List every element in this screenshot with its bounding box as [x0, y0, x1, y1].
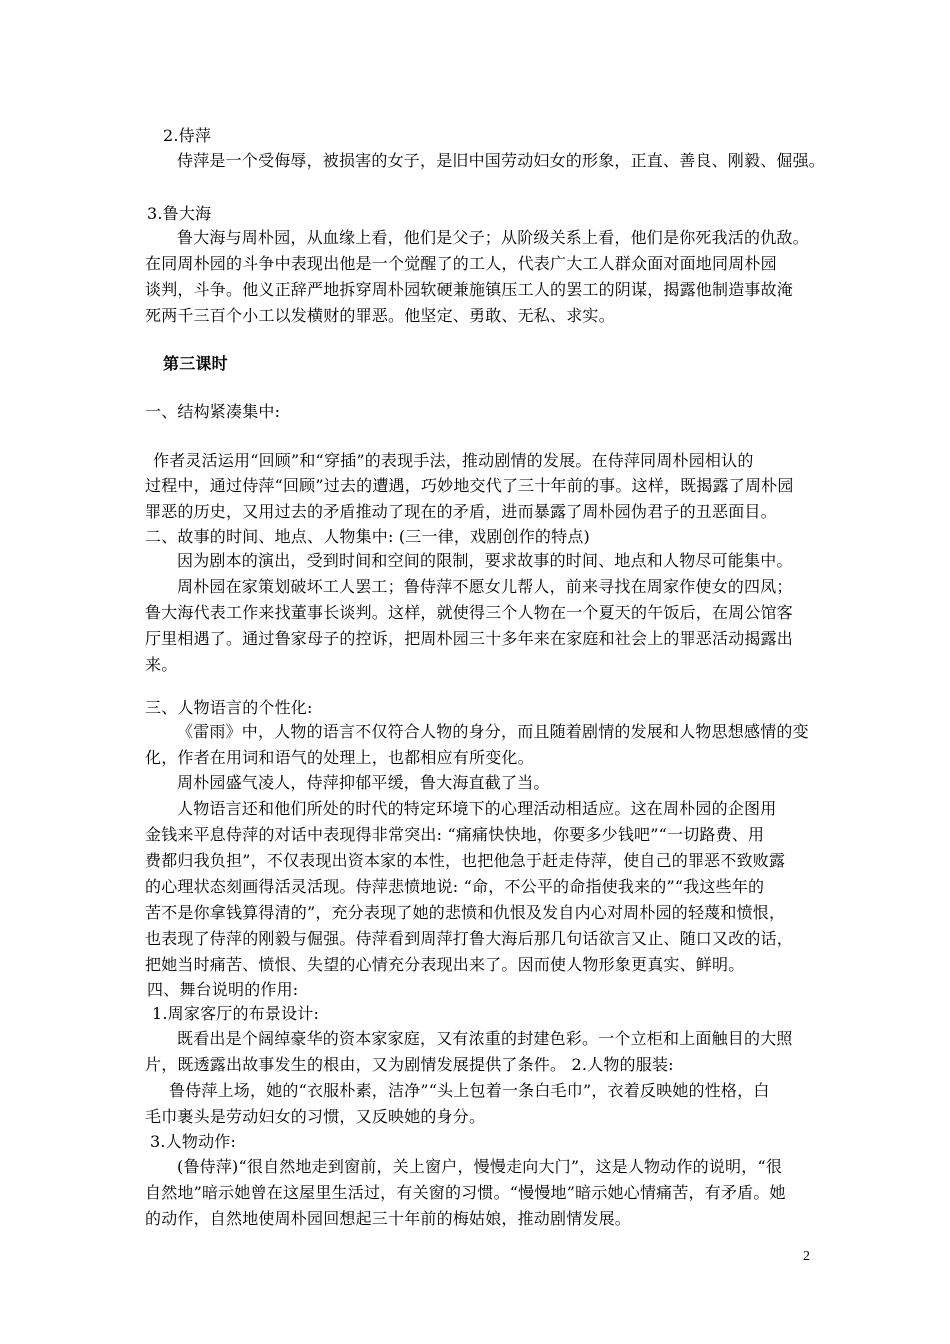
paragraph-line: 鲁侍萍上场，她的“衣服朴素，洁净”“头上包着一条白毛巾”，衣着反映她的性格，白 [169, 1081, 770, 1100]
paragraph-line: (鲁侍萍)“很自然地走到窗前，关上窗户，慢慢走向大门”，这是人物动作的说明，“很 [177, 1157, 783, 1176]
heading-shiping: 2.侍萍 [163, 126, 212, 145]
paragraph-line: 费都归我负担”，不仅表现出资本家的本性，也把他急于赶走侍萍，使自己的罪恶不致败露 [145, 851, 786, 870]
paragraph-line: 苦不是你拿钱算得清的”，充分表现了她的悲愤和仇恨及发自内心对周朴园的轻蔑和愤恨， [145, 903, 786, 922]
paragraph-line: 鲁大海与周朴园，从血缘上看，他们是父子；从阶级关系上看，他们是你死我活的仇敌。 [177, 228, 809, 247]
section-heading: 二、故事的时间、地点、人物集中: (三一律，戏剧创作的特点) [145, 527, 590, 546]
paragraph-line: 鲁大海代表工作来找董事长谈判。这样，就使得三个人物在一个夏天的午饭后，在周公馆客 [145, 603, 794, 622]
paragraph-line: 把她当时痛苦、愤恨、失望的心情充分表现出来了。因而使人物形象更真实、鲜明。 [145, 955, 745, 974]
paragraph-line: 侍萍是一个受侮辱，被损害的女子，是旧中国劳动妇女的形象，正直、善良、刚毅、倔强。 [177, 151, 826, 170]
section-title: 第三课时 [163, 354, 228, 373]
paragraph-line: 作者灵活运用“回顾”和“穿插”的表现手法，推动剧情的发展。在侍萍同周朴园相认的 [153, 451, 754, 470]
paragraph-line: 因为剧本的演出，受到时间和空间的限制，要求故事的时间、地点和人物尽可能集中。 [177, 551, 793, 570]
paragraph-line: 周朴园盛气凌人，侍萍抑郁平缓，鲁大海直截了当。 [177, 773, 550, 792]
section-heading: 四、舞台说明的作用: [147, 980, 299, 999]
paragraph-line: 死两千三百个小工以发横财的罪恶。他坚定、勇敢、无私、求实。 [145, 306, 615, 325]
paragraph-line: 过程中，通过侍萍“回顾”过去的遭遇，巧妙地交代了三十年前的事。这样，既揭露了周朴园 [145, 476, 794, 495]
paragraph-line: 《雷雨》中，人物的语言不仅符合人物的身分，而且随着剧情的发展和人物思想感情的变 [177, 722, 809, 741]
paragraph-line: 的心理状态刻画得活灵活现。侍萍悲愤地说: “命，不公平的命指使我来的”“我这些年的 [145, 877, 765, 896]
paragraph-line: 罪恶的历史，又用过去的矛盾推动了现在的矛盾，进而暴露了周朴园伪君子的丑恶面目。 [145, 502, 777, 521]
subheading: 1.周家客厅的布景设计: [152, 1004, 320, 1023]
paragraph-line: 金钱来平息侍萍的对话中表现得非常突出: “痛痛快快地，你要多少钱吧”“一切路费、用 [145, 825, 765, 844]
paragraph-line: 片，既透露出故事发生的根由，又为剧情发展提供了条件。 2.人物的服装: [145, 1055, 674, 1074]
paragraph-line: 谈判，斗争。他义正辞严地拆穿周朴园软硬兼施镇压工人的罢工的阴谋，揭露他制造事故淹 [145, 280, 794, 299]
paragraph-line: 来。 [145, 655, 178, 674]
paragraph-line: 化，作者在用词和语气的处理上，也都相应有所变化。 [145, 748, 534, 767]
subheading: 3.人物动作: [150, 1132, 237, 1151]
section-heading: 三、人物语言的个性化: [145, 698, 313, 717]
paragraph-line: 毛巾裹头是劳动妇女的习惯，又反映她的身分。 [145, 1107, 486, 1126]
paragraph-line: 在同周朴园的斗争中表现出他是一个觉醒了的工人，代表广大工人群众面对面地同周朴园 [145, 254, 777, 273]
paragraph-line: 既看出是个阔绰豪华的资本家家庭，又有浓重的封建色彩。一个立柜和上面触目的大照 [177, 1029, 793, 1048]
paragraph-line: 周朴园在家策划破坏工人罢工；鲁侍萍不愿女儿帮人，前来寻找在周家作使女的四凤； [177, 577, 793, 596]
paragraph-line: 人物语言还和他们所处的时代的特定环境下的心理活动相适应。这在周朴园的企图用 [177, 799, 777, 818]
paragraph-line: 厅里相遇了。通过鲁家母子的控诉，把周朴园三十多年来在家庭和社会上的罪恶活动揭露出 [145, 629, 794, 648]
paragraph-line: 也表现了侍萍的刚毅与倔强。侍萍看到周萍打鲁大海后那几句话欲言又止、随口又改的话， [145, 929, 794, 948]
page-number: 2 [803, 1249, 810, 1264]
paragraph-line: 的动作，自然地使周朴园回想起三十年前的梅姑娘，推动剧情发展。 [145, 1209, 632, 1228]
section-heading: 一、结构紧凑集中: [145, 402, 281, 421]
paragraph-line: 自然地”暗示她曾在这屋里生活过，有关窗的习惯。“慢慢地”暗示她心情痛苦，有矛盾。她 [145, 1183, 786, 1202]
heading-ludahai: 3.鲁大海 [147, 204, 212, 223]
